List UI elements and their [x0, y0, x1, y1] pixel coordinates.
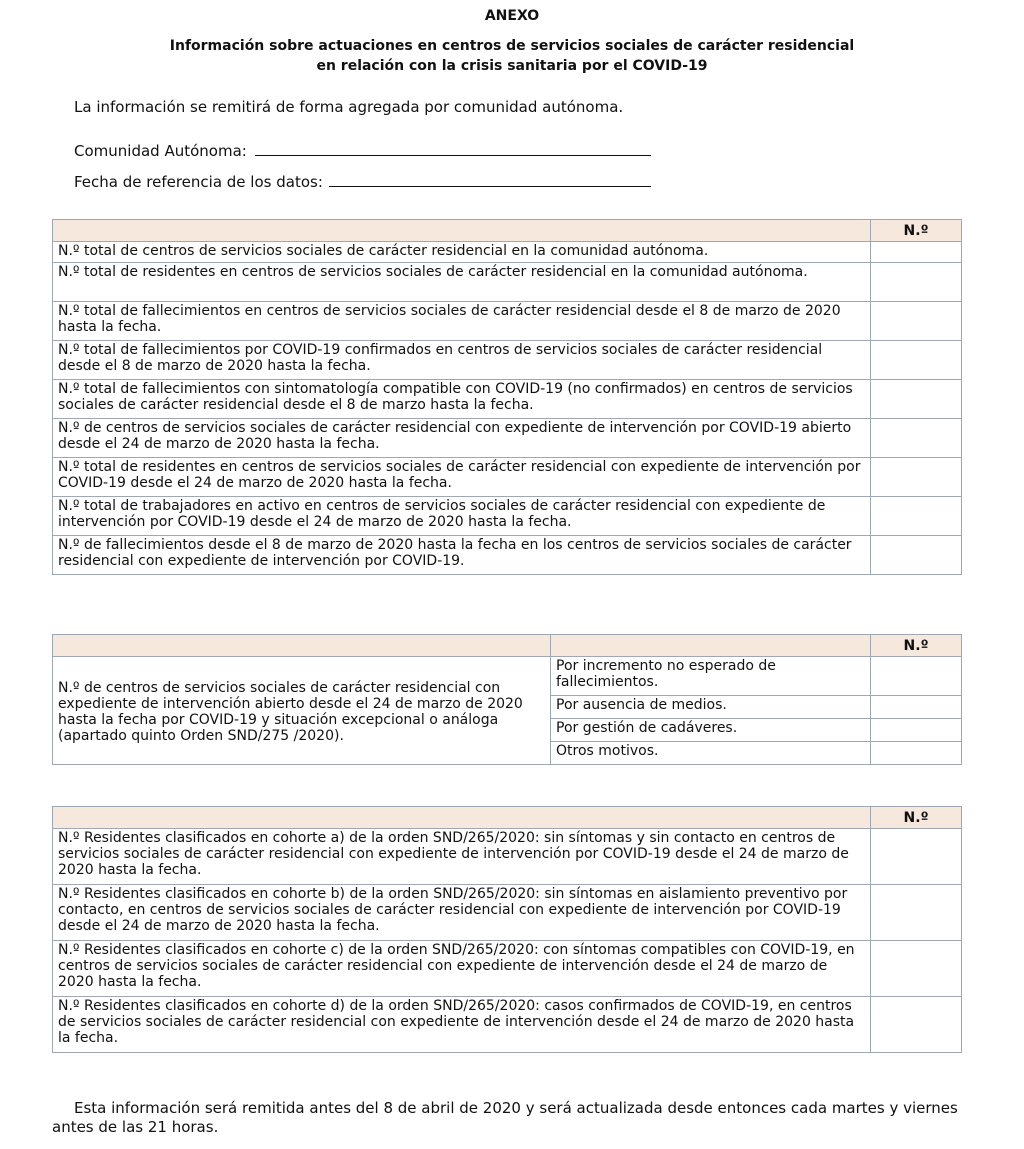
row-value-cell[interactable] [871, 997, 962, 1053]
row-value-cell[interactable] [871, 829, 962, 885]
row-label: N.º total de trabajadores en activo en centros de servicios sociales de carácter residencial con expediente de intervención por COVID-19 desde el 24 de marzo de 2020 hasta la fecha. [53, 497, 871, 536]
row-label: N.º Residentes clasificados en cohorte c) de la orden SND/265/2020: con síntomas compatibles con COVID-19, en centros de servicios sociales de carácter residencial con expediente de intervención desde el 24 de marzo de 2020 hasta la fecha. [53, 941, 871, 997]
table-row [53, 941, 962, 997]
fecha-blank-field[interactable] [329, 172, 651, 187]
column-header-number: N.º [871, 635, 962, 657]
reason-label: Por gestión de cadáveres. [551, 719, 871, 742]
row-value-cell[interactable] [871, 941, 962, 997]
table-row [53, 997, 962, 1053]
table-row [53, 885, 962, 941]
table-row [53, 657, 962, 696]
column-header-number: N.º [871, 220, 962, 242]
document-title-line-2: en relación con la crisis sanitaria por el COVID-19 [316, 58, 708, 74]
row-value-cell[interactable] [871, 302, 962, 341]
reason-label: Otros motivos. [551, 742, 871, 765]
row-label: N.º total de fallecimientos con sintomatología compatible con COVID-19 (no confirmados) en centros de servicios sociales de carácter residencial desde el 8 de marzo hasta la fecha. [53, 380, 871, 419]
main-row-label: N.º de centros de servicios sociales de carácter residencial con expediente de intervención abierto desde el 24 de marzo de 2020 hasta la fecha por COVID-19 y situación excepcional o análoga (apartado quinto Orden SND/275 /2020). [53, 657, 551, 765]
table-row [53, 242, 962, 263]
table-row [53, 829, 962, 885]
row-value-cell[interactable] [871, 419, 962, 458]
table-row [53, 458, 962, 497]
table-header-row [53, 635, 962, 657]
comunidad-field-row [74, 141, 651, 160]
comunidad-blank-field[interactable] [255, 141, 651, 156]
table-general-data [52, 219, 962, 575]
row-label: N.º Residentes clasificados en cohorte d) de la orden SND/265/2020: casos confirmados de COVID-19, en centros de servicios sociales de carácter residencial con expediente de intervención desde el 24 de marzo de 2020 hasta la fecha. [53, 997, 871, 1053]
row-label: N.º total de centros de servicios sociales de carácter residencial en la comunidad autónoma. [53, 242, 871, 263]
table-row [53, 419, 962, 458]
table-header-blank [53, 220, 871, 242]
reason-value-cell[interactable] [871, 719, 962, 742]
table-row [53, 380, 962, 419]
table-row [53, 497, 962, 536]
reason-value-cell[interactable] [871, 696, 962, 719]
fecha-field-row [74, 172, 651, 191]
row-label: N.º de centros de servicios sociales de carácter residencial con expediente de intervención por COVID-19 abierto desde el 24 de marzo de 2020 hasta la fecha. [53, 419, 871, 458]
table-header-blank [53, 635, 551, 657]
fecha-label: Fecha de referencia de los datos: [74, 173, 323, 191]
row-label: N.º Residentes clasificados en cohorte b) de la orden SND/265/2020: sin síntomas en aislamiento preventivo por contacto, en centros de servicios sociales de carácter residencial con expediente de intervención por COVID-19 desde el 24 de marzo de 2020 hasta la fecha. [53, 885, 871, 941]
row-value-cell[interactable] [871, 380, 962, 419]
row-label: N.º total de residentes en centros de servicios sociales de carácter residencial con expediente de intervención por COVID-19 desde el 24 de marzo de 2020 hasta la fecha. [53, 458, 871, 497]
reason-label: Por incremento no esperado de fallecimientos. [551, 657, 871, 696]
row-value-cell[interactable] [871, 242, 962, 263]
comunidad-label: Comunidad Autónoma: [74, 142, 247, 160]
table-row [53, 302, 962, 341]
table-resident-cohorts [52, 806, 962, 1053]
row-label: N.º Residentes clasificados en cohorte a) de la orden SND/265/2020: sin síntomas y sin contacto en centros de servicios sociales de carácter residencial con expediente de intervención por COVID-19 desde el 24 de marzo de 2020 hasta la fecha. [53, 829, 871, 885]
row-label: N.º total de fallecimientos en centros de servicios sociales de carácter residencial desde el 8 de marzo de 2020 hasta la fecha. [53, 302, 871, 341]
row-value-cell[interactable] [871, 536, 962, 575]
intro-text: La información se remitirá de forma agregada por comunidad autónoma. [74, 98, 624, 116]
table-header-blank [551, 635, 871, 657]
reason-value-cell[interactable] [871, 742, 962, 765]
table-intervention-reasons [52, 634, 962, 765]
table-header-row [53, 807, 962, 829]
row-value-cell[interactable] [871, 263, 962, 302]
row-value-cell[interactable] [871, 458, 962, 497]
table-header-row [53, 220, 962, 242]
document-title-line-1: Información sobre actuaciones en centros de servicios sociales de carácter residencial [169, 38, 855, 54]
reason-label: Por ausencia de medios. [551, 696, 871, 719]
table-row [53, 341, 962, 380]
row-value-cell[interactable] [871, 885, 962, 941]
row-value-cell[interactable] [871, 497, 962, 536]
table-row [53, 536, 962, 575]
table-row [53, 263, 962, 302]
column-header-number: N.º [871, 807, 962, 829]
row-label: N.º de fallecimientos desde el 8 de marzo de 2020 hasta la fecha en los centros de servicios sociales de carácter residencial con expediente de intervención por COVID-19. [53, 536, 871, 575]
row-label: N.º total de residentes en centros de servicios sociales de carácter residencial en la comunidad autónoma. [53, 263, 871, 302]
row-label: N.º total de fallecimientos por COVID-19 confirmados en centros de servicios sociales de carácter residencial desde el 8 de marzo de 2020 hasta la fecha. [53, 341, 871, 380]
row-value-cell[interactable] [871, 341, 962, 380]
reason-value-cell[interactable] [871, 657, 962, 696]
annex-heading: ANEXO [484, 8, 540, 24]
footer-note: Esta información será remitida antes del 8 de abril de 2020 y será actualizada desde entonces cada martes y viernes antes de las 21 horas. [52, 1099, 958, 1136]
table-header-blank [53, 807, 871, 829]
